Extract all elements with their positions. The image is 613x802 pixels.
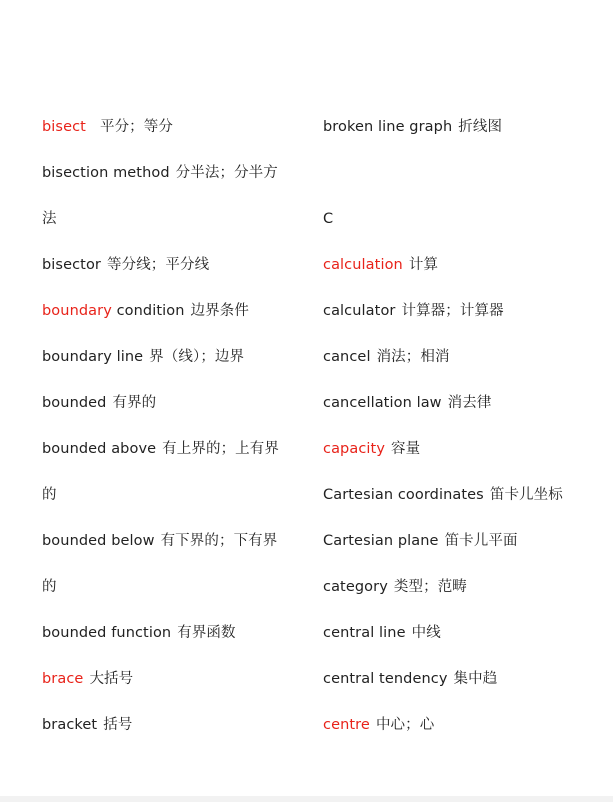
entry-definition: 折线图 <box>458 119 503 135</box>
page-bottom-edge <box>0 796 613 802</box>
entry-term: Cartesian plane <box>323 533 439 549</box>
entry-term: bisection method <box>42 165 170 181</box>
entry-term: bracket <box>42 717 98 733</box>
entry-definition: 有界的 <box>112 395 157 411</box>
glossary-entry <box>323 297 603 343</box>
entry-term: boundary line <box>42 349 144 365</box>
entry-definition: 的 <box>42 487 57 503</box>
entry-term: bounded below <box>42 533 155 549</box>
glossary-entry <box>42 113 304 159</box>
entry-definition: 边界条件 <box>190 303 249 319</box>
entry-term: calculation <box>323 257 403 273</box>
glossary-entry <box>42 619 304 665</box>
entry-definition: 计算 <box>408 257 439 273</box>
glossary-entry <box>42 481 304 527</box>
glossary-entry <box>323 435 603 481</box>
glossary-entry <box>323 481 603 527</box>
entry-definition: 集中趋 <box>453 671 498 687</box>
entry-definition: 中心；心 <box>375 717 435 733</box>
glossary-entry <box>323 665 603 711</box>
glossary-entry <box>323 251 603 297</box>
entry-definition: 大括号 <box>89 671 134 687</box>
glossary-entry <box>42 527 304 573</box>
entry-term-rest: condition <box>111 303 185 319</box>
entry-definition: 括号 <box>103 717 133 733</box>
glossary-entry <box>42 711 304 757</box>
glossary-entry <box>42 435 304 481</box>
entry-definition: 消去律 <box>447 395 492 411</box>
entry-definition: 的 <box>42 579 57 595</box>
right-column <box>323 113 603 757</box>
glossary-entry <box>323 205 603 251</box>
glossary-entry <box>323 527 603 573</box>
entry-definition: 消法；相消 <box>376 349 450 365</box>
entry-term: cancellation law <box>323 395 442 411</box>
entry-definition: 类型；范畴 <box>393 579 467 595</box>
left-column <box>42 113 304 757</box>
entry-term: category <box>323 579 388 595</box>
entry-definition: 容量 <box>391 441 421 457</box>
entry-definition: 平分；等分 <box>99 119 173 135</box>
entry-term: bisect <box>42 119 86 135</box>
glossary-entry <box>42 159 304 205</box>
glossary-entry <box>42 389 304 435</box>
entry-definition: 有上界的；上有界 <box>162 441 279 457</box>
glossary-entry <box>42 343 304 389</box>
glossary-entry <box>323 113 603 159</box>
glossary-entry <box>323 343 603 389</box>
entry-term: bounded above <box>42 441 157 457</box>
glossary-entry <box>323 573 603 619</box>
entry-term: broken line graph <box>323 119 453 135</box>
glossary-entry <box>323 389 603 435</box>
entry-definition: 计算器；计算器 <box>401 303 504 319</box>
entry-definition: 法 <box>42 211 57 227</box>
entry-term: cancel <box>323 349 371 365</box>
entry-term: centre <box>323 717 370 733</box>
entry-term: bounded function <box>42 625 172 641</box>
entry-term: capacity <box>323 441 386 457</box>
entry-definition: 笛卡儿平面 <box>444 533 518 549</box>
entry-definition: 等分线；平分线 <box>107 257 210 273</box>
entry-definition: 有界函数 <box>177 625 236 641</box>
entry-definition: 中线 <box>411 625 441 641</box>
entry-term: bisector <box>42 257 101 273</box>
entry-term: C <box>323 211 334 227</box>
glossary-entry <box>42 665 304 711</box>
glossary-entry <box>323 159 603 205</box>
glossary-entry <box>42 251 304 297</box>
entry-term: calculator <box>323 303 396 319</box>
glossary-entry <box>323 619 603 665</box>
entry-definition: 笛卡儿坐标 <box>489 487 563 503</box>
entry-definition: 界（线）；边界 <box>149 349 245 365</box>
entry-definition: 有下界的；下有界 <box>160 533 278 549</box>
entry-term: bounded <box>42 395 107 411</box>
glossary-entry <box>42 573 304 619</box>
glossary-entry <box>323 711 603 757</box>
entry-term: central tendency <box>323 671 448 687</box>
entry-definition: 分半法；分半方 <box>175 165 278 181</box>
entry-term: Cartesian coordinates <box>323 487 484 503</box>
entry-term: brace <box>42 671 84 687</box>
entry-term: central line <box>323 625 406 641</box>
glossary-entry <box>42 205 304 251</box>
entry-term: boundary <box>42 303 112 319</box>
glossary-entry <box>42 297 304 343</box>
